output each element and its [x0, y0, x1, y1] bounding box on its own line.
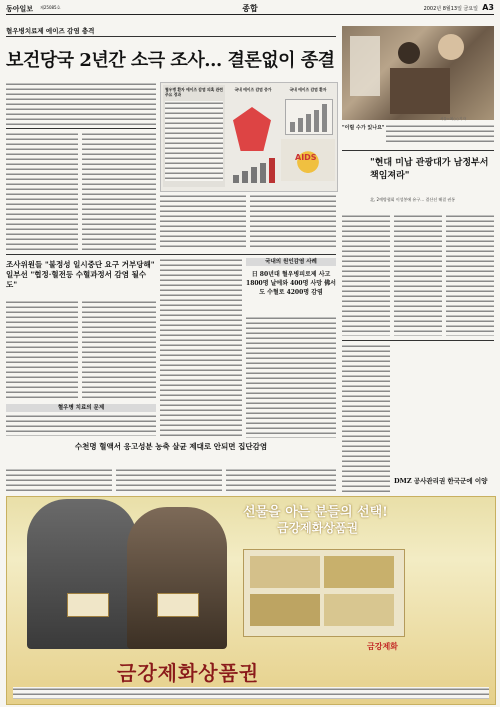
growth-title: 국내 에이즈 감염 증가: [234, 87, 272, 92]
col-b-text-3: [226, 468, 336, 492]
lead-rule: [6, 128, 156, 129]
ad-model-right: [127, 507, 227, 649]
patients-title: 국내 에이즈 감염 환자: [289, 87, 327, 92]
publication-name: 동아일보: [6, 5, 34, 13]
growth-bar: [260, 163, 266, 183]
right-col-1: [342, 214, 390, 336]
main-headline: 보건당국 2년간 소극 조사… 결론없이 종결: [6, 50, 335, 71]
photo-figure: [390, 68, 450, 114]
growth-figure: [233, 107, 271, 151]
col-b-text-2: [116, 468, 222, 492]
mid-box-text: [246, 316, 336, 438]
ad-slogan: 선물을 아는 분들의 선택!: [243, 505, 388, 520]
ad-store-list: [13, 687, 489, 699]
photo-figure: [438, 34, 464, 60]
article-col-4: [250, 194, 336, 250]
growth-bar: [242, 171, 248, 183]
ad-voucher-card: [157, 593, 199, 617]
timeline-title: 혈우병 환자 에이즈 감염 의혹 관련 주요 경과: [165, 87, 223, 97]
dmz-headline: DMZ 공사관리권 한국군에 이양: [394, 477, 488, 485]
dmz-rule: [342, 340, 494, 341]
article-col-1: [6, 132, 78, 250]
photo-caption-title: "이럴 수가 있나요": [342, 125, 385, 131]
growth-bar: [251, 167, 257, 183]
infographic: [160, 82, 338, 192]
photo-figure: [350, 36, 380, 96]
photo-protest: [342, 26, 494, 120]
col-a-subhead: 조사위원들 "불정성 일시중단 요구 거부당해" 일부선 "협정·혈전등 수혈과정서 감염 될수도": [6, 260, 155, 289]
col-b-section-bar: 혈우병 치료의 문제: [6, 404, 156, 412]
growth-bars: [231, 157, 275, 183]
patients-bar: [290, 122, 295, 132]
timeline-text: [165, 101, 223, 181]
mid-col-text: [160, 258, 242, 438]
photo-credit: 서울=최○○기자: [440, 117, 466, 121]
right-article-subhead: 北, 2예방협회 이성봉에 유구… 결산선 해결 권통: [370, 197, 456, 202]
growth-bar: [269, 158, 275, 183]
col-b-subhead: 수천명 혈액서 응고성분 농축 살균 제대로 안되면 집단감염: [74, 442, 268, 451]
patients-chart: [285, 99, 333, 135]
timeline-panel: [163, 85, 225, 187]
ad-store-list-text: [13, 687, 489, 699]
ad-model-left: [27, 499, 137, 649]
patients-bar: [298, 118, 303, 132]
mid-section-bar: 국내의 원인감염 사례: [246, 258, 336, 266]
page-number: A3: [482, 3, 494, 12]
ad-company-logo: 금강제화: [367, 642, 398, 651]
right-col-2: [394, 214, 442, 336]
patients-bar: [314, 110, 319, 132]
right-col-3: [446, 214, 494, 336]
right-article-headline: "현대 미납 관광대가 남정부서 책임져라": [370, 158, 489, 181]
section-name: 종합: [242, 4, 258, 13]
photo-figure: [398, 42, 420, 64]
ad-voucher: [250, 556, 320, 588]
ad-brand-top: 금강제화상품권: [277, 521, 359, 535]
kicker: 혈우병치료제 에이즈 감염 충격: [6, 27, 95, 35]
dmz-left-col: [342, 344, 390, 494]
ad-voucher: [250, 594, 320, 626]
patients-panel: [281, 85, 335, 187]
aids-label: AIDS: [295, 153, 317, 162]
col-b-text-1: [6, 468, 112, 492]
ad-voucher: [324, 556, 394, 588]
section-rule: [6, 254, 336, 255]
issue-number: 제25085호: [40, 5, 61, 10]
col-a-text-2: [82, 300, 156, 400]
ad-voucher-card: [67, 593, 109, 617]
ad-brand-main: 금강제화상품권: [117, 661, 260, 685]
article-col-3: [160, 194, 246, 250]
masthead: [6, 3, 494, 15]
lead-paragraph: [6, 82, 156, 126]
article-col-2: [82, 132, 156, 250]
patients-bar: [306, 114, 311, 132]
right-article-headline-box: [342, 150, 494, 211]
col-b-lead: [6, 414, 156, 436]
photo-caption: [386, 124, 494, 142]
advertisement: [6, 496, 496, 705]
mid-box-headline: 日 80년대 혈우병피로제 사고 1800명 날에와 400명 사망 佛서도 수혈로 4200명 감염: [246, 271, 336, 296]
kicker-rule: [6, 36, 336, 37]
ad-voucher: [324, 594, 394, 626]
col-a-text-1: [6, 300, 78, 400]
ad-voucher-display: [243, 549, 405, 637]
issue-date: 2002년 8월13일 금요일: [423, 6, 478, 12]
patients-bar: [322, 104, 327, 132]
growth-panel: [227, 85, 279, 187]
growth-bar: [233, 175, 239, 183]
